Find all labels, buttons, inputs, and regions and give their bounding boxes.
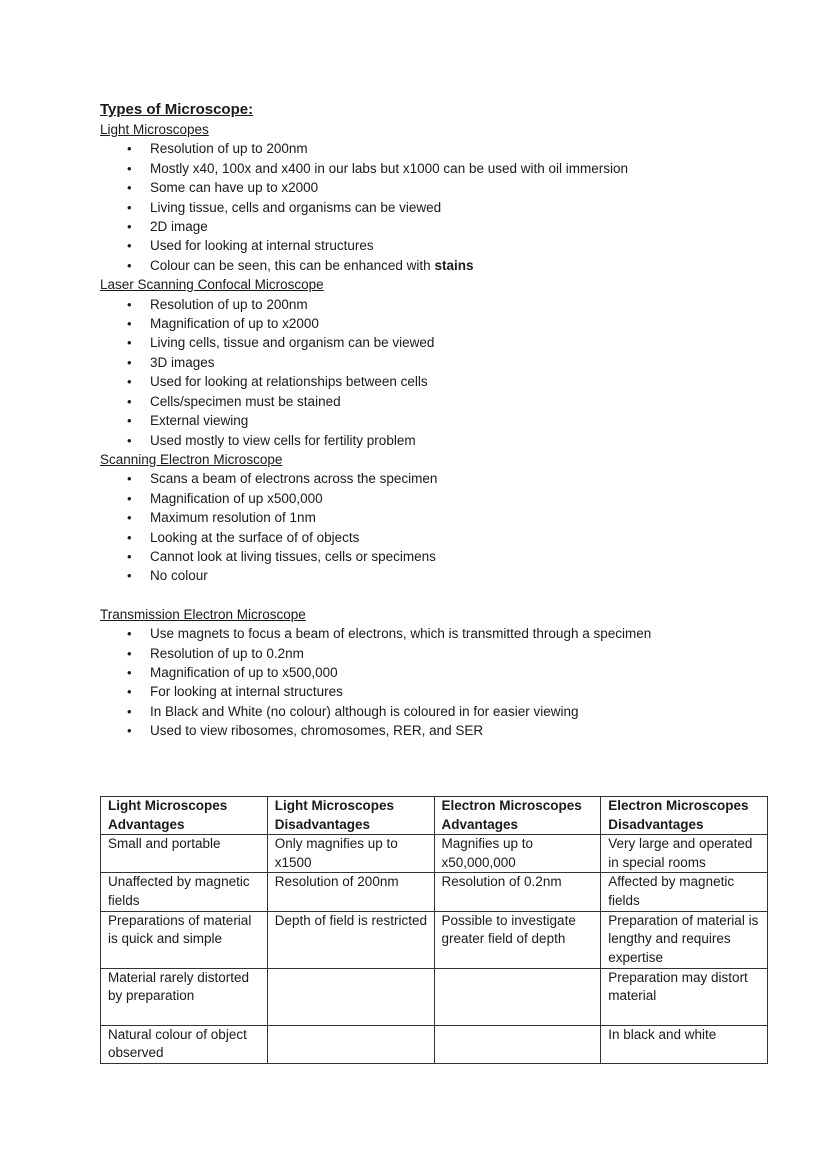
- list-item-text: Some can have up to x2000: [150, 180, 319, 196]
- list-item-text: 2D image: [150, 219, 208, 235]
- list-item-text: 3D images: [150, 354, 215, 370]
- table-header-row: [101, 797, 768, 835]
- bullet-icon: •: [127, 141, 132, 157]
- list-item: [100, 547, 780, 566]
- bullet-icon: •: [127, 335, 132, 351]
- table-cell: Preparations of material is quick and simple: [101, 911, 268, 968]
- bullet-icon: •: [127, 529, 132, 545]
- list-item: [100, 702, 780, 721]
- list-item-text: In Black and White (no colour) although is coloured in for easier viewing: [150, 703, 579, 719]
- section-heading: Light Microscopes: [100, 122, 209, 137]
- bullet-list: [100, 139, 780, 275]
- sections-container: [100, 120, 780, 741]
- table-cell: [434, 968, 601, 1025]
- bullet-icon: •: [127, 296, 132, 312]
- table-cell: Resolution of 200nm: [267, 873, 434, 911]
- bullet-icon: •: [127, 374, 132, 390]
- list-item-text: Cannot look at living tissues, cells or specimens: [150, 548, 436, 564]
- bullet-list: [100, 295, 780, 450]
- bullet-icon: •: [127, 432, 132, 448]
- list-item-text: Used for looking at relationships between cells: [150, 374, 428, 390]
- bullet-icon: •: [127, 684, 132, 700]
- section-laser-scanning-confocal: [100, 275, 780, 450]
- list-item-text: Magnification of up to x500,000: [150, 664, 338, 680]
- table-row: [101, 968, 768, 1025]
- section-light-microscopes: [100, 120, 780, 275]
- bullet-icon: •: [127, 160, 132, 176]
- table-row: [101, 835, 768, 873]
- header-electron-disadvantages: Electron Microscopes Disadvantages: [601, 797, 768, 835]
- table-cell: Magnifies up to x50,000,000: [434, 835, 601, 873]
- bullet-icon: •: [127, 703, 132, 719]
- list-item-text: Scans a beam of electrons across the specimen: [150, 471, 438, 487]
- bullet-icon: •: [127, 723, 132, 739]
- list-item-text: Resolution of up to 200nm: [150, 141, 308, 157]
- list-item-text: Magnification of up to x2000: [150, 316, 319, 332]
- bullet-list: [100, 624, 780, 740]
- bold-term: stains: [434, 257, 474, 273]
- list-item: [100, 178, 780, 197]
- bullet-icon: •: [127, 413, 132, 429]
- list-item-text: Magnification of up x500,000: [150, 490, 323, 506]
- header-light-advantages: Light Microscopes Advantages: [101, 797, 268, 835]
- table-cell: [267, 968, 434, 1025]
- table-cell: Preparation may distort material: [601, 968, 768, 1025]
- header-light-disadvantages: Light Microscopes Disadvantages: [267, 797, 434, 835]
- list-item-text: Resolution of up to 200nm: [150, 296, 308, 312]
- table-cell: Material rarely distorted by preparation: [101, 968, 268, 1025]
- list-item: [100, 721, 780, 740]
- section-heading: Laser Scanning Confocal Microscope: [100, 277, 324, 293]
- section-heading: Scanning Electron Microscope: [100, 451, 283, 467]
- table-cell: [434, 1025, 601, 1063]
- list-item-text: Used for looking at internal structures: [150, 238, 374, 254]
- document-page: [100, 100, 780, 741]
- table-cell: Small and portable: [101, 835, 268, 873]
- list-item: [100, 314, 780, 333]
- list-item-text: Living cells, tissue and organism can be viewed: [150, 335, 435, 351]
- list-item-text: Maximum resolution of 1nm: [150, 510, 316, 526]
- bullet-icon: •: [127, 471, 132, 487]
- list-item-text: Cells/specimen must be stained: [150, 393, 341, 409]
- table-cell: Depth of field is restricted: [267, 911, 434, 968]
- list-item: [100, 682, 780, 701]
- bullet-icon: •: [127, 354, 132, 370]
- bullet-icon: •: [127, 490, 132, 506]
- bullet-icon: •: [127, 393, 132, 409]
- list-item-text: For looking at internal structures: [150, 684, 343, 700]
- list-item: [100, 663, 780, 682]
- list-item: [100, 624, 780, 643]
- list-item: [100, 644, 780, 663]
- bullet-icon: •: [127, 219, 132, 235]
- list-item: [100, 353, 780, 372]
- bullet-icon: •: [127, 238, 132, 254]
- bullet-icon: •: [127, 645, 132, 661]
- table-cell: [267, 1025, 434, 1063]
- table-cell: Only magnifies up to x1500: [267, 835, 434, 873]
- bullet-icon: •: [127, 548, 132, 564]
- list-item: [100, 198, 780, 217]
- bullet-icon: •: [127, 568, 132, 584]
- table-cell: In black and white: [601, 1025, 768, 1063]
- list-item-text: Used mostly to view cells for fertility problem: [150, 432, 416, 448]
- list-item: [100, 508, 780, 527]
- table-row: [101, 873, 768, 911]
- list-item-text: External viewing: [150, 413, 249, 429]
- header-electron-advantages: Electron Microscopes Advantages: [434, 797, 601, 835]
- list-item: [100, 256, 780, 275]
- table-row: [101, 1025, 768, 1063]
- table-cell: Natural colour of object observed: [101, 1025, 268, 1063]
- table-cell: Unaffected by magnetic fields: [101, 873, 268, 911]
- section-scanning-electron: [100, 450, 780, 586]
- list-item: [100, 295, 780, 314]
- table-cell: Affected by magnetic fields: [601, 873, 768, 911]
- list-item: [100, 333, 780, 352]
- list-item: [100, 217, 780, 236]
- list-item-text: Living tissue, cells and organisms can be viewed: [150, 199, 442, 215]
- bullet-icon: •: [127, 316, 132, 332]
- bullet-icon: •: [127, 664, 132, 680]
- table-cell: Very large and operated in special rooms: [601, 835, 768, 873]
- list-item: [100, 411, 780, 430]
- table-cell: Preparation of material is lengthy and requires expertise: [601, 911, 768, 968]
- list-item-text: Mostly x40, 100x and x400 in our labs but x1000 can be used with oil immersion: [150, 160, 629, 176]
- list-item: [100, 566, 780, 585]
- section-heading: Transmission Electron Microscope: [100, 606, 306, 622]
- list-item: [100, 489, 780, 508]
- comparison-table: [100, 796, 768, 1064]
- bullet-list: [100, 469, 780, 585]
- list-item: [100, 392, 780, 411]
- section-transmission-electron: [100, 586, 780, 741]
- section-spacer: [100, 586, 780, 605]
- list-item: [100, 159, 780, 178]
- list-item-text: Colour can be seen, this can be enhanced with: [150, 257, 435, 273]
- list-item-text: Resolution of up to 0.2nm: [150, 645, 304, 661]
- bullet-icon: •: [127, 199, 132, 215]
- list-item: [100, 139, 780, 158]
- list-item-text: No colour: [150, 568, 208, 584]
- table-cell: Possible to investigate greater field of depth: [434, 911, 601, 968]
- bullet-icon: •: [127, 180, 132, 196]
- list-item: [100, 236, 780, 255]
- list-item: [100, 372, 780, 391]
- table-cell: Resolution of 0.2nm: [434, 873, 601, 911]
- list-item-text: Use magnets to focus a beam of electrons, which is transmitted through a specimen: [150, 626, 652, 642]
- bullet-icon: •: [127, 510, 132, 526]
- bullet-icon: •: [127, 626, 132, 642]
- list-item: [100, 431, 780, 450]
- list-item-text: Looking at the surface of of objects: [150, 529, 360, 545]
- list-item-text: Used to view ribosomes, chromosomes, RER, and SER: [150, 723, 484, 739]
- page-title: Types of Microscope:: [100, 101, 254, 118]
- bullet-icon: •: [127, 257, 132, 273]
- table-row: [101, 911, 768, 968]
- list-item: [100, 469, 780, 488]
- list-item: [100, 528, 780, 547]
